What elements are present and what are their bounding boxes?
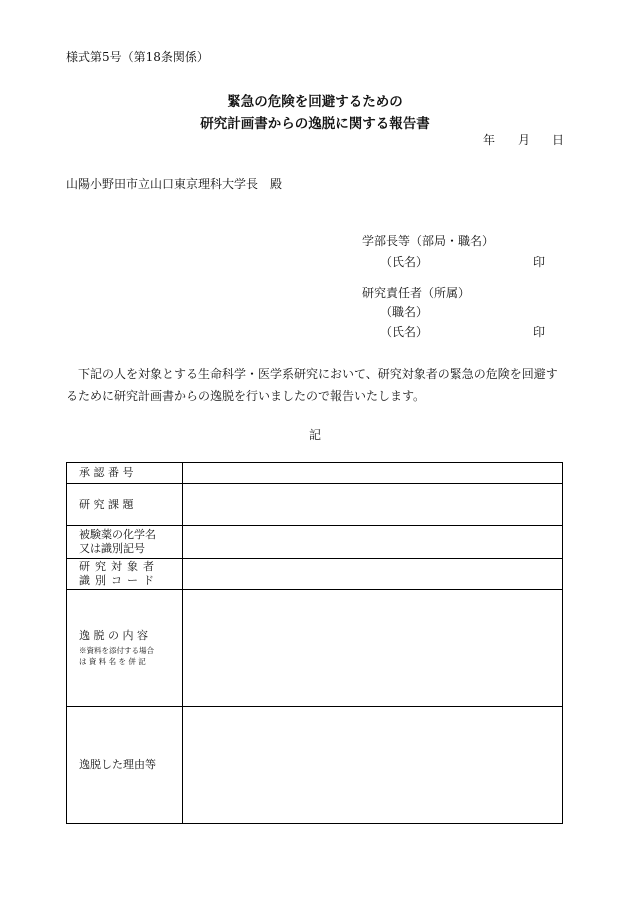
dean-label: 学部長等（部局・職名） — [362, 234, 495, 248]
deviation-content-label: 逸 脱 の 内 容 ※資料を添付する場合 は 資 料 名 を 併 記 — [67, 590, 183, 707]
deviation-reason-label: 逸脱した理由等 — [67, 707, 183, 824]
row-deviation-content — [67, 590, 563, 707]
drug-name-label: 被験薬の化学名 又は識別記号 — [67, 526, 183, 559]
report-table — [66, 462, 563, 824]
addressee: 山陽小野田市立山口東京理科大学長 殿 — [66, 177, 283, 191]
approval-number-label: 承 認 番 号 — [67, 463, 183, 484]
dean-name-label: （氏名） — [380, 255, 429, 269]
row-approval-number — [67, 463, 563, 484]
ki-heading: 記 — [308, 428, 321, 442]
document-title-line2: 研究計画書からの逸脱に関する報告書 — [200, 116, 430, 132]
attachment-note: ※資料を添付する場合 は 資 料 名 を 併 記 — [79, 646, 154, 666]
row-deviation-reason — [67, 707, 563, 824]
deviation-content-field[interactable] — [183, 590, 563, 707]
date-year: 年 — [483, 133, 496, 147]
date-day: 日 — [552, 133, 565, 147]
drug-name-field[interactable] — [183, 526, 563, 559]
approval-number-field[interactable] — [183, 463, 563, 484]
research-title-label: 研 究 課 題 — [67, 484, 183, 526]
researcher-position-label: （職名） — [380, 305, 429, 319]
subject-code-field[interactable] — [183, 559, 563, 590]
researcher-label: 研究責任者（所属） — [362, 286, 471, 300]
dean-seal: 印 — [533, 255, 546, 269]
subject-code-label: 研究対象者 識別コード — [67, 559, 183, 590]
form-number: 様式第5号（第18条関係） — [66, 50, 209, 64]
researcher-seal: 印 — [533, 325, 546, 339]
researcher-name-label: （氏名） — [380, 325, 429, 339]
document-title-line1: 緊急の危険を回避するための — [227, 94, 403, 110]
deviation-reason-field[interactable] — [183, 707, 563, 824]
row-drug-name — [67, 526, 563, 559]
date-month: 月 — [518, 133, 531, 147]
report-statement: 下記の人を対象とする生命科学・医学系研究において、研究対象者の緊急の危険を回避するために研究計画書からの逸脱を行いましたので報告いたします。 — [66, 367, 558, 403]
row-research-title — [67, 484, 563, 526]
research-title-field[interactable] — [183, 484, 563, 526]
row-subject-code — [67, 559, 563, 590]
